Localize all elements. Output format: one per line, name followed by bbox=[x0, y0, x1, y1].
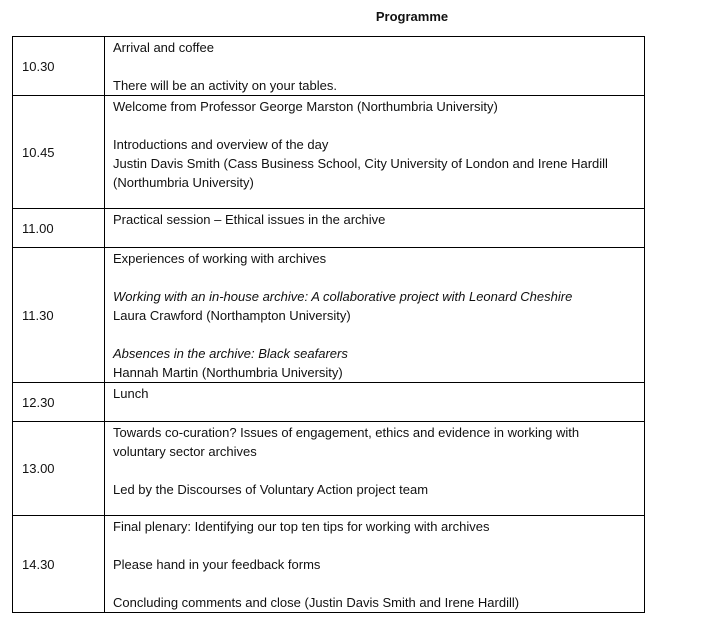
session-line: Led by the Discourses of Voluntary Action project team bbox=[113, 482, 429, 497]
session-line: Lunch bbox=[113, 386, 149, 401]
session-line: Laura Crawford (Northampton University) bbox=[113, 308, 351, 323]
session-line: voluntary sector archives bbox=[113, 444, 257, 459]
session-line: Towards co-curation? Issues of engagement, ethics and evidence in working with bbox=[113, 425, 580, 440]
session-line: Concluding comments and close (Justin Davis Smith and Irene Hardill) bbox=[113, 595, 520, 610]
time-cell: 14.30 bbox=[13, 516, 105, 613]
time-cell: 11.30 bbox=[13, 248, 105, 383]
session-cell bbox=[105, 516, 645, 613]
table-row bbox=[13, 383, 645, 422]
table-row bbox=[13, 248, 645, 383]
session-cell bbox=[105, 37, 645, 96]
programme-table bbox=[12, 36, 645, 613]
time-cell: 11.00 bbox=[13, 209, 105, 248]
time-cell: 10.45 bbox=[13, 96, 105, 209]
session-line: There will be an activity on your tables. bbox=[113, 78, 337, 93]
session-cell bbox=[105, 248, 645, 383]
session-line: Practical session – Ethical issues in the archive bbox=[113, 212, 386, 227]
session-line: Hannah Martin (Northumbria University) bbox=[113, 365, 343, 380]
table-row bbox=[13, 96, 645, 209]
session-line: Experiences of working with archives bbox=[113, 251, 327, 266]
time-cell: 10.30 bbox=[13, 37, 105, 96]
session-cell bbox=[105, 422, 645, 516]
session-line: Final plenary: Identifying our top ten tips for working with archives bbox=[113, 519, 490, 534]
session-cell bbox=[105, 383, 645, 422]
session-cell bbox=[105, 209, 645, 248]
session-line: Absences in the archive: Black seafarers bbox=[113, 346, 348, 361]
table-row bbox=[13, 422, 645, 516]
time-cell: 12.30 bbox=[13, 383, 105, 422]
session-line: Introductions and overview of the day bbox=[113, 137, 329, 152]
session-cell bbox=[105, 96, 645, 209]
session-line: (Northumbria University) bbox=[113, 175, 254, 190]
table-row bbox=[13, 209, 645, 248]
session-line: Justin Davis Smith (Cass Business School, City University of London and Irene Hardill bbox=[113, 156, 608, 171]
session-line: Please hand in your feedback forms bbox=[113, 557, 321, 572]
time-cell: 13.00 bbox=[13, 422, 105, 516]
session-line: Arrival and coffee bbox=[113, 40, 214, 55]
session-line: Working with an in-house archive: A collaborative project with Leonard Cheshire bbox=[113, 289, 573, 304]
table-row bbox=[13, 516, 645, 613]
session-line: Welcome from Professor George Marston (Northumbria University) bbox=[113, 99, 498, 114]
page-title: Programme bbox=[375, 9, 449, 24]
table-row bbox=[13, 37, 645, 96]
